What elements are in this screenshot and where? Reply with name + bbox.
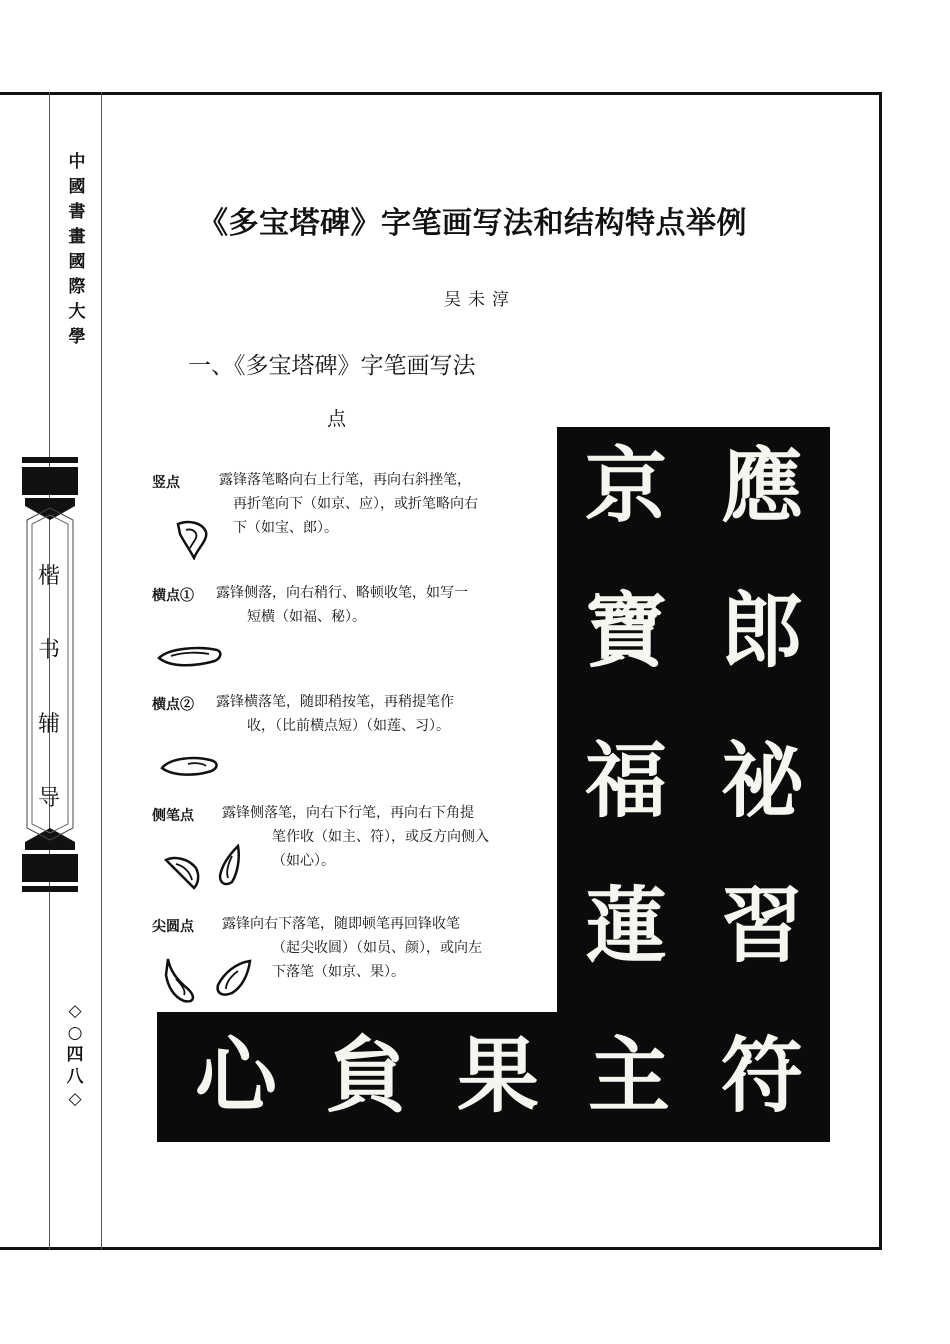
rubbing-char: 郎 <box>720 583 803 679</box>
section-heading: 一、《多宝塔碑》字笔画写法 <box>188 353 476 379</box>
rubbing-char: 寶 <box>584 583 667 679</box>
author-name: 吴未淳 <box>444 290 516 310</box>
entry-text-pointed-round-dot: 露锋向右下落笔，随即顿笔再回锋收笔 （起尖收圆）（如员、颜），或向左 下落笔（如京、果）。 <box>222 916 482 980</box>
entry-label-pointed-round-dot: 尖圆点 <box>152 919 194 935</box>
rubbing-char: 應 <box>720 438 803 534</box>
top-bar-2 <box>22 467 78 495</box>
top-bar-1 <box>22 457 78 463</box>
rubbing-char: 主 <box>587 1028 670 1124</box>
side-dot-stroke-icon <box>160 842 250 892</box>
entry-label-horizontal-dot-2: 横点② <box>152 697 194 713</box>
rubbing-char: 祕 <box>720 733 803 829</box>
pointed-round-dot-stroke-icon <box>160 955 260 1005</box>
bottom-bar-2 <box>22 886 78 892</box>
vertical-dot-stroke-icon <box>172 518 212 560</box>
rubbing-char: 貟 <box>325 1028 408 1124</box>
tab-label: 楷 书 辅 导 <box>37 564 60 811</box>
bottom-bar-1 <box>22 854 78 882</box>
entry-text-horizontal-dot-1: 露锋侧落，向右稍行、略顿收笔，如写一 短横（如福、秘）。 <box>216 585 468 625</box>
rubbing-char: 習 <box>720 878 803 974</box>
rubbing-char: 福 <box>584 733 667 829</box>
rubbing-char: 蓮 <box>584 878 667 974</box>
page-number: ◇ ○ 四 八 ◇ <box>66 1001 84 1109</box>
spine-title: 中 國 書 畫 國 際 大 學 <box>68 152 86 347</box>
horizontal-dot-2-stroke-icon <box>158 752 222 778</box>
entry-text-side-dot: 露锋侧落笔，向右下行笔，再向右下角提 笔作收（如主、符），或反方向侧入 （如心）。 <box>222 805 489 869</box>
entry-text-vertical-dot: 露锋落笔略向右上行笔，再向右斜挫笔， 再折笔向下（如京、应），或折笔略向右 下（如宝、郎）。 <box>219 472 478 536</box>
rubbing-char: 京 <box>584 438 667 534</box>
entry-label-vertical-dot: 竖点 <box>152 475 180 491</box>
horizontal-dot-1-stroke-icon <box>155 640 225 670</box>
entry-label-side-dot: 侧笔点 <box>152 808 194 824</box>
rubbing-char: 符 <box>720 1028 803 1124</box>
entry-text-horizontal-dot-2: 露锋横落笔，随即稍按笔，再稍提笔作 收，（比前横点短）（如莲、习）。 <box>216 694 454 734</box>
rubbing-char: 果 <box>456 1028 539 1124</box>
rubbing-char: 心 <box>194 1028 277 1124</box>
spine-line-right <box>101 92 102 1250</box>
entry-label-horizontal-dot-1: 横点① <box>152 588 194 604</box>
article-title: 《多宝塔碑》字笔画写法和结构特点举例 <box>198 206 747 241</box>
subheading: 点 <box>327 408 347 430</box>
